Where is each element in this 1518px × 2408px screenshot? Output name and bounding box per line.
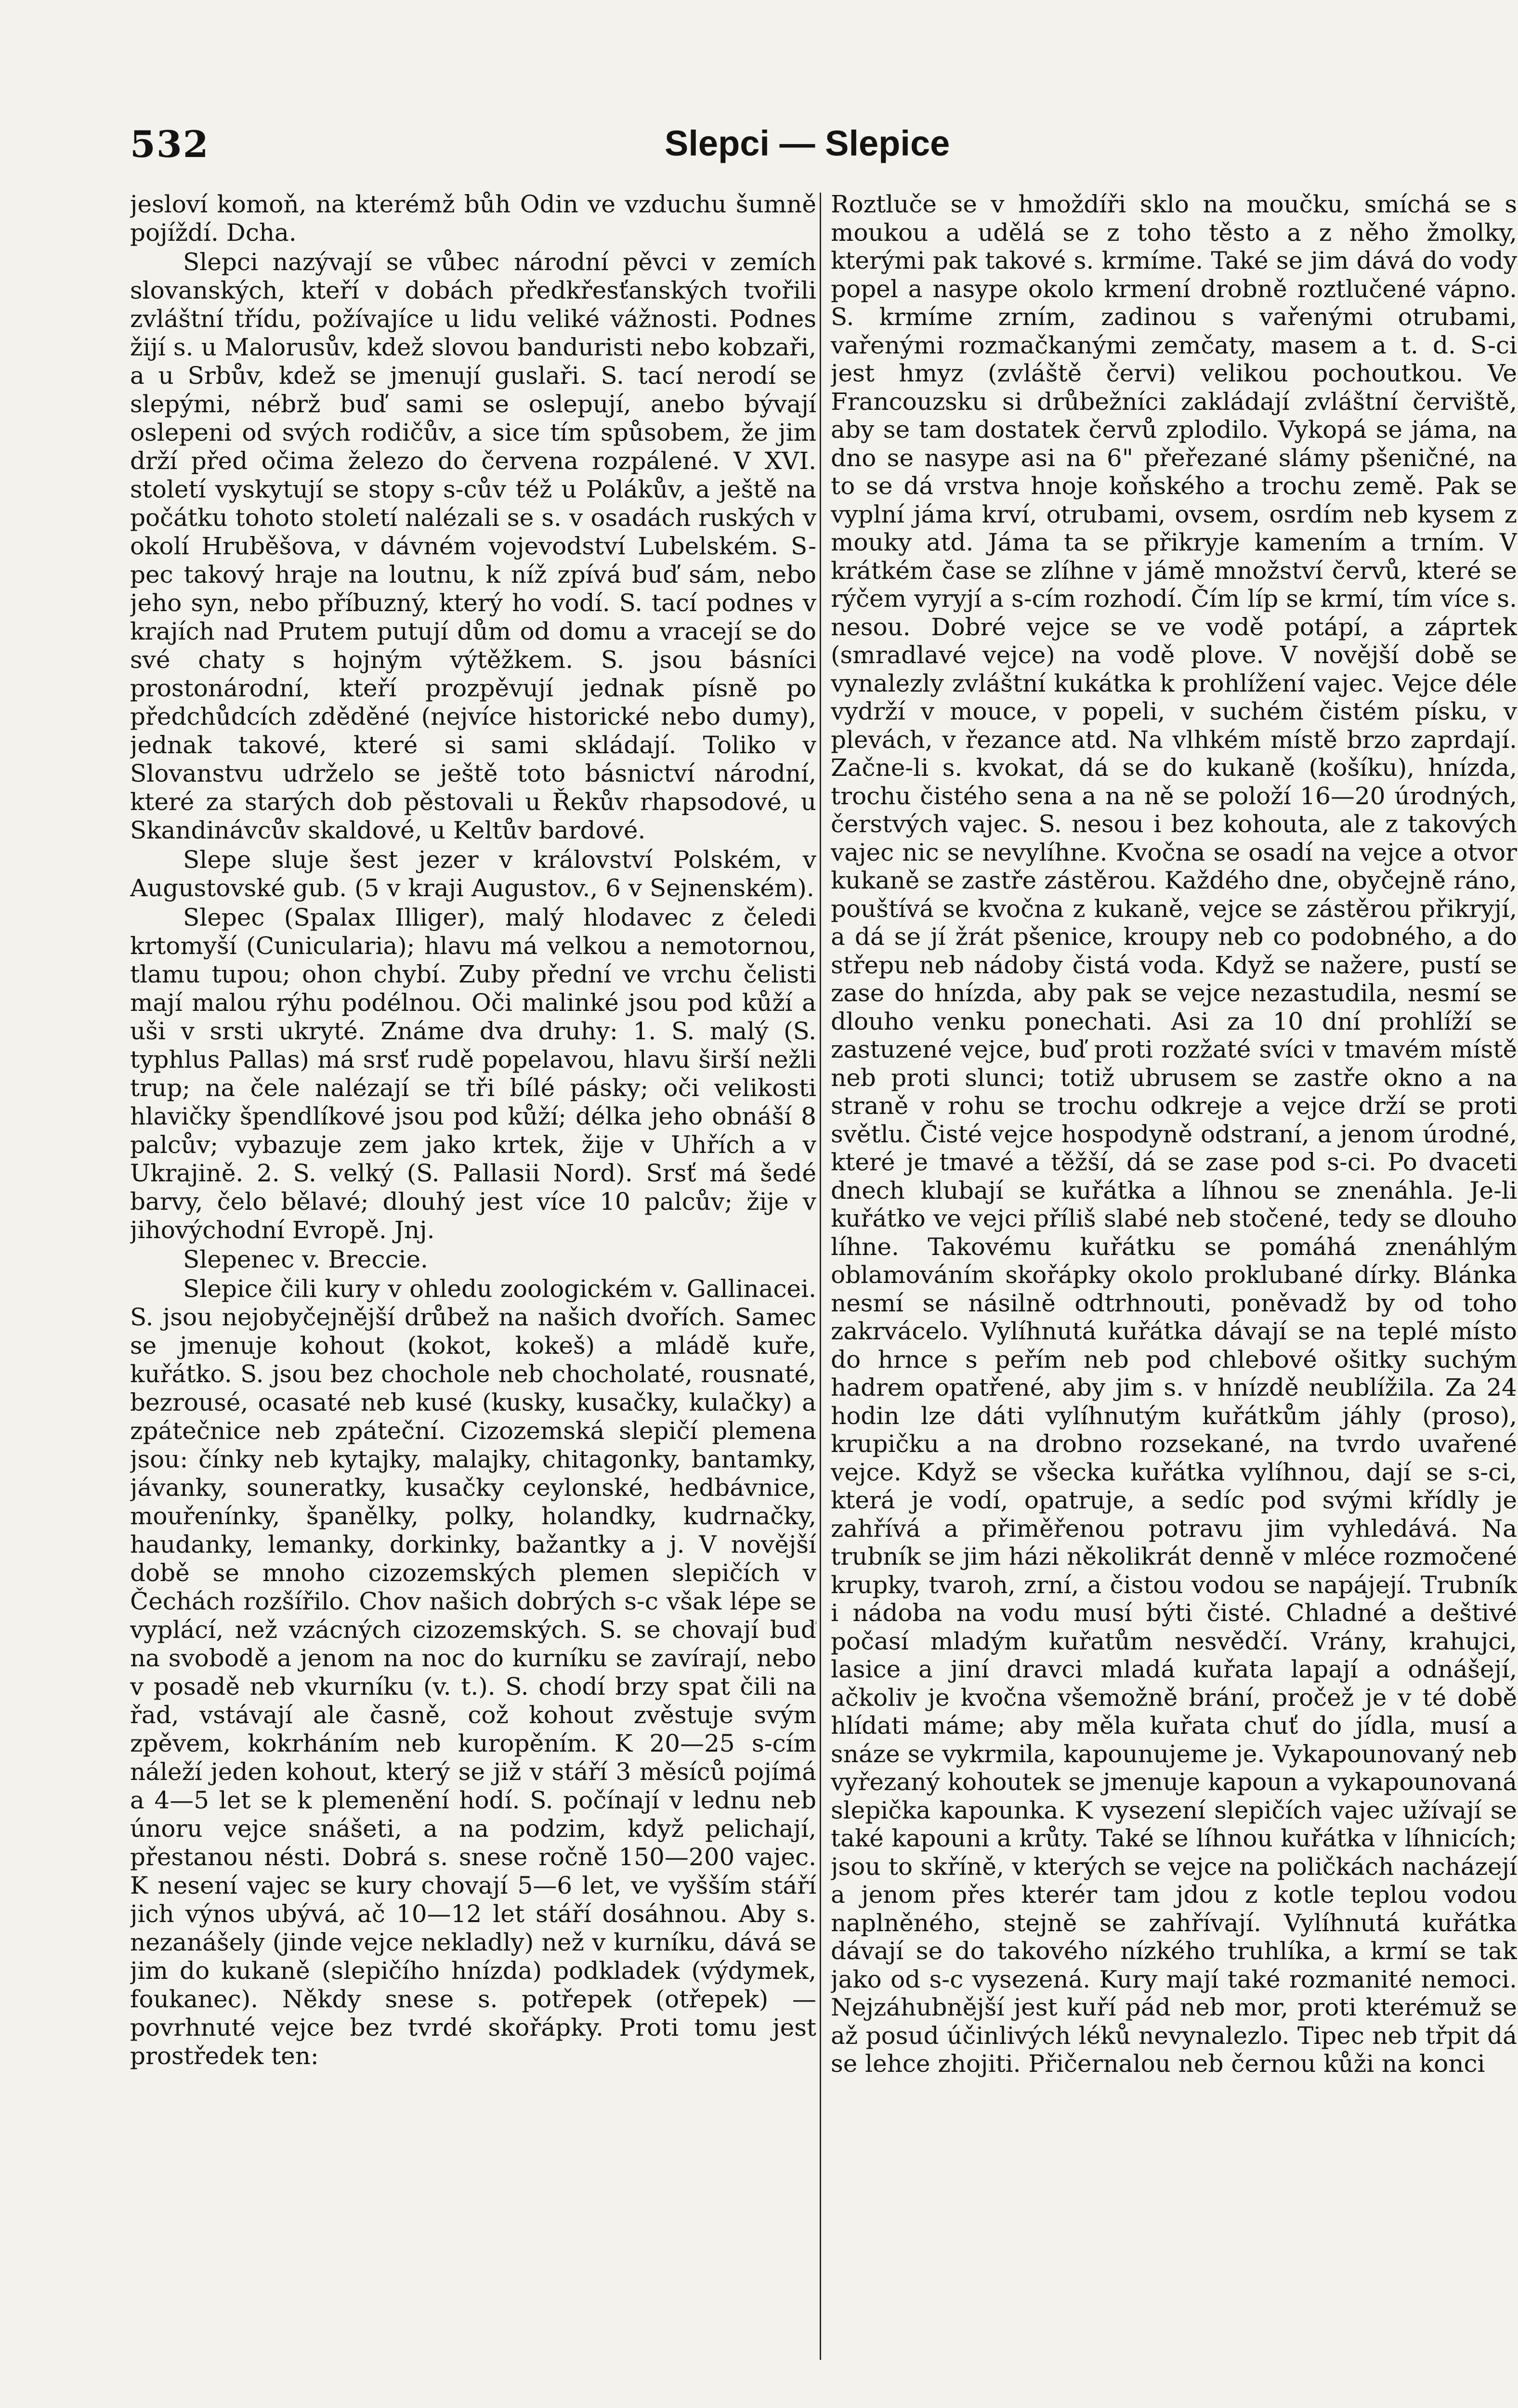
- entry-slepenec: Slepenec v. Breccie.: [183, 1245, 428, 1273]
- entry-slepci: Slepci nazývají se vůbec národní pěvci v zemích slovanských, kteří v dobách předkřesťanských tvořili zvláštní třídu, požívajíce u lidu veliké vážnosti. Podnes žijí s. u Malorusův, kdež slovou banduristi nebo kobzaři, a u Srbův, kdež se jmenují guslaři. S. tací nerodí se slepými, nébrž buď sami se oslepují, anebo bývají oslepeni od svých rodičův, a sice tím spůsobem, že jim drží před očima železo do červena rozpálené. V XVI. století vyskytují se stopy s-cův též u Polákův, a ještě na počátku tohoto století nalézali se s. v osadách ruských v okolí Hruběšova, v dávném vojevodství Lubelském. S-pec takový hraje na loutnu, k níž zpívá buď sám, nebo jeho syn, nebo příbuzný, který ho vodí. S. tací podnes v krajích nad Prutem putují dům od domu a vracejí se do své chaty s hojným výtěžkem. S. jsou básníci prostonárodní, kteří prozpěvují jednak písně po předchůdcích zděděné (nejvíce historické nebo dumy), jednak takové, které si sami skládají. Toliko v Slovanstvu udrželo se ještě toto básnictví národní, které za starých dob pěstovali u Řekův rhapsodové, u Skandinávcův skaldové, u Keltův bardové.: [130, 248, 816, 844]
- right-column: [831, 190, 1517, 2362]
- paragraph: Roztluče se v hmoždíři sklo na moučku, smíchá se s moukou a udělá se z toho těsto a z něho žmolky, kterými pak takové s. krmíme. Také se jim dává do vody popel a nasype okolo krmení drobně roztlučené vápno. S. krmíme zrním, zadinou s vařenými otrubami, vařenými rozmačkanými zemčaty, masem a t. d. S-ci jest hmyz (zvláště červi) velikou pochoutkou. Ve Francouzsku si drůbežníci zakládají zvláštní červiště, aby se tam dostatek červů zplodilo. Vykopá se jáma, na dno se nasype asi na 6" přeřezané slámy pšeničné, na to se dá vrstva hnoje koňského a trochu země. Pak se vyplní jáma krví, otrubami, ovsem, osrdím neb kysem z mouky atd. Jáma ta se přikryje kamením a trním. V krátkém čase se zlíhne v jámě množství červů, které se rýčem vyryjí a s-cím rozhodí. Čím líp se krmí, tím více s. nesou. Dobré vejce se ve vodě potápí, a záprtek (smradlavé vejce) na vodě plove. V novější době se vynalezly zvláštní kukátka k prohlížení vajec. Vejce déle vydrží v mouce, v popeli, v suchém čistém písku, v plevách, v řezance atd. Na vlhkém místě brzo zaprdají. Začne-li s. kvokat, dá se do kukaně (košíku), hnízda, trochu čistého sena a na ně se položí 16—20 úrodných, čerstvých vajec. S. nesou i bez kohouta, ale z takových vajec nic se nevylíhne. Kvočna se osadí na vejce a otvor kukaně se zastře zástěrou. Každého dne, obyčejně ráno, pouštívá se kvočna z kukaně, vejce se zástěrou přikryjí, a dá se jí žrát pšenice, kroupy neb co podobného, a do střepu neb nádoby čistá voda. Když se nažere, pustí se zase do hnízda, aby pak se vejce nezastudila, nesmí se dlouho venku ponechati. Asi za 10 dní prohlíží se zastuzené vejce, buď proti rozžaté svíci v tmavém místě neb proti slunci; totiž ubrusem se zastře okno a na straně v rohu se trochu odkreje a vejce drží se proti světlu. Čisté vejce hospodyně odstraní, a jenom úrodné, které je tmavé a těžší, dá se zase pod s-ci. Po dvaceti dnech klubají se kuřátka a líhnou se znenáhla. Je-li kuřátko ve vejci příliš slabé neb stočené, tedy se dlouho líhne. Takovému kuřátku se pomáhá znenáhlým oblamováním skořápky okolo proklubané dírky. Blánka nesmí se násilně odtrhnouti, poněvadž by od toho zakrvácelo. Vylíhnutá kuřátka dávají se na teplé místo do hrnce s peřím neb pod chlebové ošitky suchým hadrem opatřené, aby jim s. v hnízdě neublížila. Za 24 hodin lze dáti vylíhnutým kuřátkům jáhly (proso), krupičku a na drobno rozsekané, na tvrdo uvařené vejce. Když se všecka kuřátka vylíhnou, dají se s-ci, která je vodí, opatruje, a sedíc pod svými křídly je zahřívá a přiměřenou potravu jim vyhledává. Na trubník se jim házi několikrát denně v mléce rozmočené krupky, tvaroh, zrní, a čistou vodou se napájejí. Trubník i nádoba na vodu musí býti čisté. Chladné a deštivé počasí mladým kuřatům nesvědčí. Vrány, krahujci, lasice a jiní dravci mladá kuřata lapají a odnášejí, ačkoliv je kvočna všemožně brání, pročež je v té době hlídati máme; aby měla kuřata chuť do jídla, musí a snáze se vykrmila, kapounujeme je. Vykapounovaný neb vyřezaný kohoutek se jmenuje kapoun a vykapounovaná slepička kapounka. K vysezení slepičích vajec užívají se také kapouni a krůty. Také se líhnou kuřátka v líhnicích; jsou to skříně, v kterých se vejce na poličkách nacházejí a jenom přes kterér tam jdou z kotle teplou vodou naplněného, stejně se zahřívají. Vylíhnutá kuřátka dávají se do takového nízkého truhlíka, a krmí se tak jako od s-c vysezená. Kury mají také rozmanité nemoci. Nejzáhubnější jest kuří pád neb mor, proti kterémuž se až posud účinlivých léků nevynalezlo. Tipec neb třpit dá se lehce zhojiti. Přičernalou neb černou kůži na konci: [831, 190, 1517, 2078]
- page-header: [0, 123, 1518, 169]
- column-divider: [820, 193, 821, 2360]
- entry-slepice: Slepice čili kury v ohledu zoologickém v. Gallinacei. S. jsou nejobyčejnější drůbež na našich dvořích. Samec se jmenuje kohout (kokot, kokeš) a mládě kuře, kuřátko. S. jsou bez chocholе neb chocholaté, rousnaté, bezrousé, ocasaté neb kusé (kusky, kusačky, kulačky) a zpátečnice neb zpáteční. Cizozemská slepičí plemena jsou: čínky neb kytajky, malajky, chitagonky, bantamky, jávanky, souneratky, kusačky ceylonské, hedbávnice, mouřenínky, španělky, polky, holandky, kudrnačky, haudanky, lemanky, dorkinky, bažantky a j. V novější době se mnoho cizozemských plemen slepičích v Čechách rozšířilo. Chov našich dobrých s-c však lépe se vyplácí, než vzácných cizozemských. S. se chovají buď na svobodě a jenom na noc do kurníku se zavírají, nebo v posadě neb vkurníku (v. t.). S. chodí brzy spat čili na řad, vstávají ale časně, což kohout zvěstuje svým zpěvem, kokrháním neb kuropěním. K 20—25 s-cím náleží jeden kohout, který se již v stáří 3 měsíců pojímá a 4—5 let se k plemenění hodí. S. počínají v lednu neb únoru vejce snášeti, a na podzim, když pelichají, přestanou nésti. Dobrá s. snese ročně 150—200 vajec. K nesení vajec se kury chovají 5—6 let, ve vyšším stáří jich výnos ubývá, ač 10—12 let stáří dosáhnou. Aby s. nezanášely (jinde vejce nekladly) než v kurníku, dává se jim do kukaně (slepičího hnízda) podkladek (výdymek, foukanec). Někdy snese s. potřepek (otřepek) — povrhnuté vejce bez tvrdé skořápky. Proti tomu jest prostředek ten:: [130, 1275, 816, 2070]
- paragraph: jesloví komoň, na kterémž bůh Odin ve vzduchu šumně pojíždí. Dcha.: [130, 190, 816, 247]
- entry-slepe: Slepe sluje šest jezer v království Polském, v Augustovské gub. (5 v kraji Augustov., 6 v Sejnenském).: [130, 846, 816, 902]
- entry-slepec: Slepec (Spalax Illiger), malý hlodavec z čeledi krtomyší (Cunicularia); hlavu má velkou a nemotornou, tlamu tupou; ohon chybí. Zuby přední ve vrchu čelisti mají malou rýhu podélnou. Oči malinké jsou pod kůží a uši v srsti ukryté. Známe dva druhy: 1. S. malý (S. typhlus Pallas) má srsť rudě popelavou, hlavu širší nežli trup; na čele nalézají se tři bílé pásky; oči velikosti hlavičky špendlíkové jsou pod kůží; délka jeho obnáší 8 palcův; vybazuje zem jako krtek, žije v Uhřích a v Ukrajině. 2. S. velký (S. Pallasii Nord). Srsť má šedé barvy, čelo bělavé; dlouhý jest více 10 palcův; žije v jihovýchodní Evropě. Jnj.: [130, 903, 816, 1244]
- page-number: 532: [130, 123, 209, 166]
- left-column: [130, 190, 816, 2362]
- running-title: Slepci — Slepice: [665, 123, 950, 163]
